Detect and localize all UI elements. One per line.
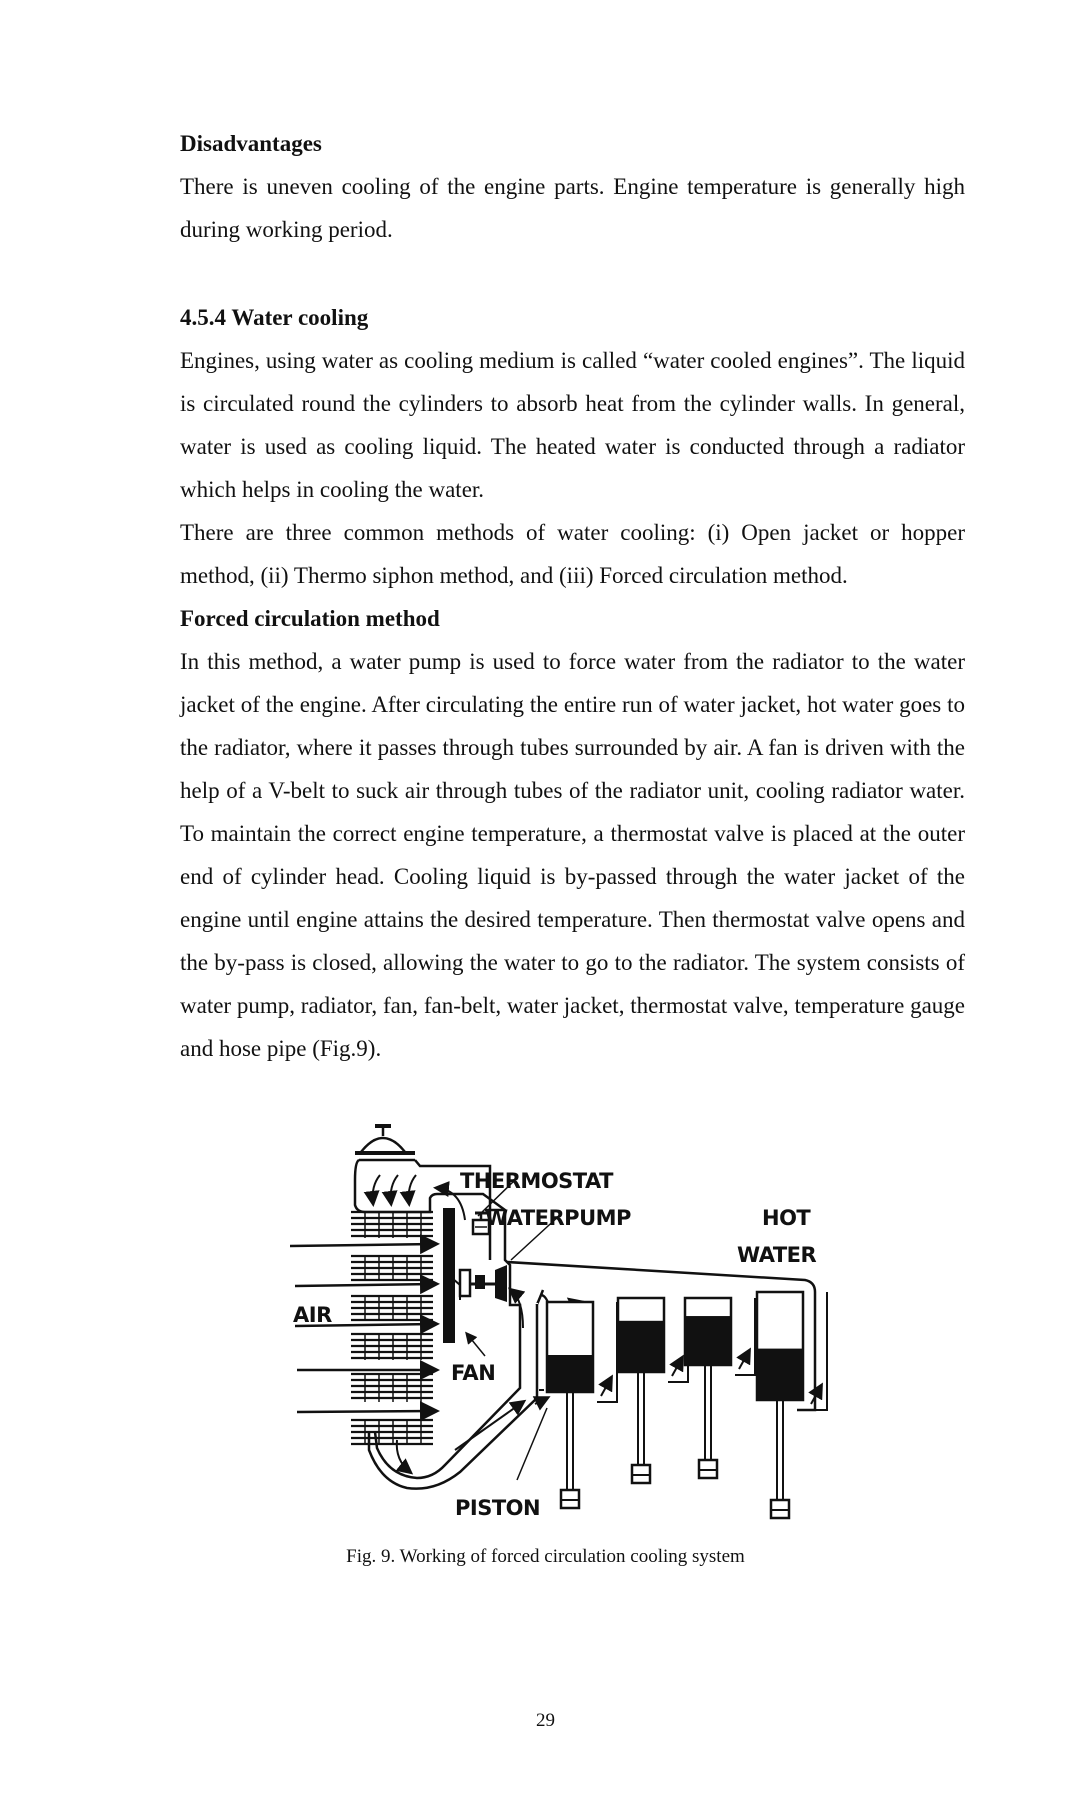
cylinder [547,1302,617,1508]
label-air: AIR [293,1303,332,1327]
cylinder [757,1292,827,1518]
cylinder [618,1298,688,1483]
paragraph-forced-circulation: In this method, a water pump is used to force water from the radiator to the water jacket of the engine. After circulating the entire run of water jacket, hot water goes to the radiator, where it passes through tubes surrounded by air. A fan is driven with the help of a V-belt to suck air through tubes of the radiator unit, cooling radiator water. To maintain the correct engine temperature, a thermostat valve is placed at the outer end of cylinder head. Cooling liquid is by-passed through the water jacket of the engine until engine attains the desired temperature. Then thermostat valve opens and the by-pass is closed, allowing the water to go to the radiator. The system consists of water pump, radiator, fan, fan-belt, water jacket, thermostat valve, temperature gauge and hose pipe (Fig.9). [180,649,965,1061]
radiator-cap [355,1126,415,1153]
radiator-core [351,1212,433,1444]
cylinder [685,1298,755,1478]
label-thermostat: THERMOSTAT [460,1169,613,1193]
figure-caption: Fig. 9. Working of forced circulation cooling system [346,1546,745,1567]
piston [685,1316,731,1365]
label-water-pump: WATERPUMP [485,1206,631,1230]
piston [547,1355,593,1392]
paragraph-water-cooling-intro: Engines, using water as cooling medium is called “water cooled engines”. The liquid is circulated round the cylinders to absorb heat from the cylinder walls. In general, water is used as cooling liquid. The heated water is conducted through a radiator which helps in cooling the water. [180,348,965,502]
engine-cylinders [547,1292,827,1518]
paragraph-disadvantages: There is uneven cooling of the engine parts. Engine temperature is generally high during working period. [180,174,965,242]
section-heading-disadvantages: Disadvantages [180,131,322,156]
page-number: 29 [536,1710,555,1731]
section-heading-water-cooling: 4.5.4 Water cooling [180,305,369,330]
figure-forced-circulation-diagram [285,1120,845,1530]
label-water: WATER [737,1243,817,1267]
piston [757,1349,803,1400]
label-hot: HOT [762,1206,811,1230]
piston [618,1321,664,1372]
label-piston: PISTON [455,1496,541,1520]
section-heading-forced-circulation: Forced circulation method [180,606,440,631]
cooling-system-diagram [285,1120,845,1530]
label-fan: FAN [451,1361,496,1385]
paragraph-water-cooling-methods: There are three common methods of water cooling: (i) Open jacket or hopper method, (ii) Thermo siphon method, and (iii) Forced circulation method. [180,520,965,588]
